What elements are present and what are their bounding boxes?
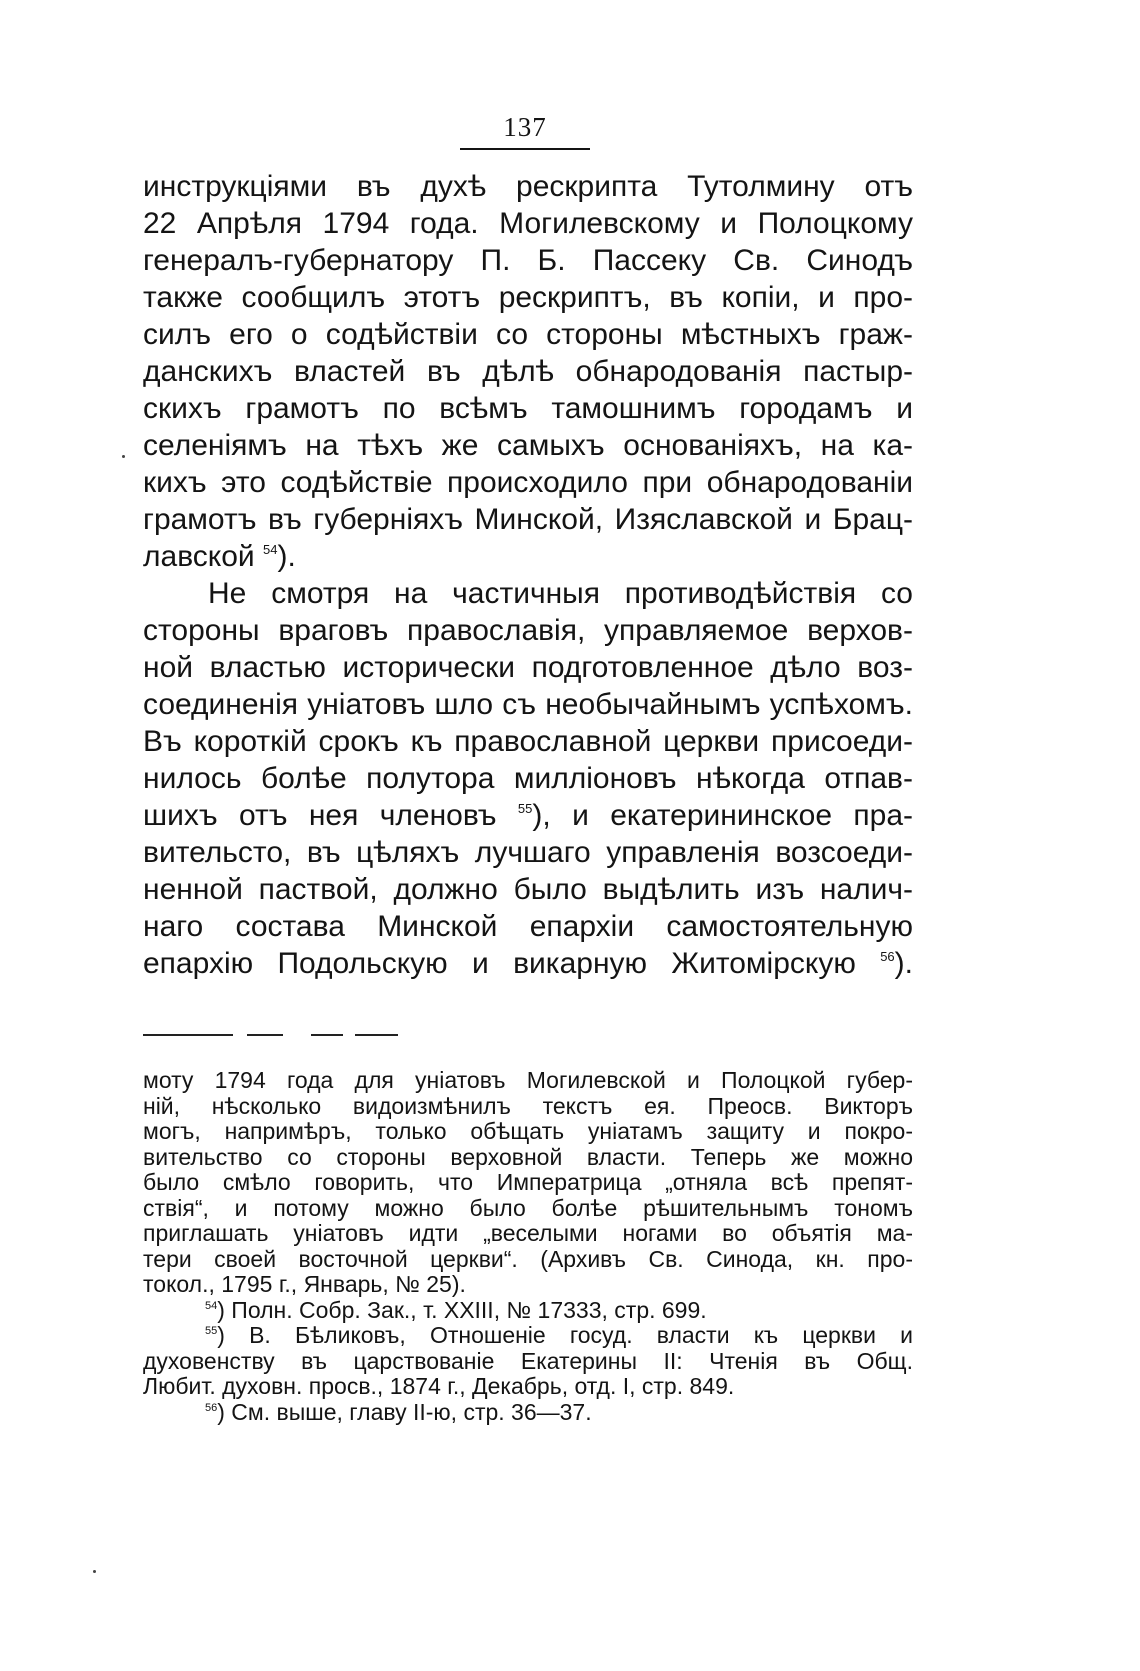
footnote-ref-54: 54 bbox=[263, 542, 278, 557]
text-line: нилось болѣе полутора милліоновъ нѣкогда отпав- bbox=[143, 762, 913, 795]
text-line: стороны враговъ православія, управляемое верхов- bbox=[143, 614, 913, 647]
footnote-line: моту 1794 года для уніатовъ Могилевской и Полоцкой губер- bbox=[143, 1068, 913, 1093]
text-line: силъ его о содѣйствіи со стороны мѣстныхъ граж- bbox=[143, 318, 913, 351]
text-line bbox=[143, 797, 913, 834]
footnote-mark-56: 56 bbox=[205, 1401, 218, 1414]
footnote-line: ній, нѣсколько видоизмѣнилъ текстъ ея. Преосв. Викторъ bbox=[143, 1093, 913, 1119]
text-line: скихъ грамотъ по всѣмъ тамошнимъ городамъ и bbox=[143, 392, 913, 425]
footnote-line: было смѣло говорить, что Императрица „отняла всѣ препят- bbox=[143, 1170, 913, 1195]
text-line: ненной паствой, должно было выдѣлить изъ налич- bbox=[143, 873, 913, 906]
text-fragment: епархію Подольскую и викарную Житомірскую bbox=[143, 947, 856, 980]
footnote-56 bbox=[143, 1400, 913, 1426]
footnote-line: вительство со стороны верховной власти. Теперь же можно bbox=[143, 1144, 913, 1170]
text-line: вительсто, въ цѣляхъ лучшаго управленія возсоеди- bbox=[143, 836, 913, 869]
text-fragment: шихъ отъ нея членовъ bbox=[143, 799, 497, 832]
text-line: грамотъ въ губерніяхъ Минской, Изяславской и Брац- bbox=[143, 503, 913, 536]
footnotes bbox=[143, 1068, 913, 1425]
footnote-mark-55: 55 bbox=[205, 1325, 218, 1337]
footnote-mark-54: 54 bbox=[205, 1299, 218, 1312]
footnote-text: ) См. выше, главу II-ю, стр. 36—37. bbox=[217, 1399, 592, 1425]
footnote-ref-56: 56 bbox=[880, 949, 895, 964]
text-line: генералъ-губернатору П. Б. Пассеку Св. Синодъ bbox=[143, 244, 913, 277]
text-line: также сообщилъ этотъ рескриптъ, въ копіи, и про- bbox=[143, 281, 913, 314]
text-line: данскихъ властей въ дѣлѣ обнародованія пастыр- bbox=[143, 355, 913, 388]
footnote-line: тери своей восточной церкви“. (Архивъ Св. Синода, кн. про- bbox=[143, 1246, 913, 1272]
footnote-55 bbox=[143, 1323, 913, 1349]
footnote-text: ) В. Бѣликовъ, Отношеніе госуд. власти къ церкви и bbox=[217, 1323, 913, 1348]
footnote-line: приглашать уніатовъ идти „веселыми ногами во объятія ма- bbox=[143, 1221, 913, 1246]
footnote-separator bbox=[143, 1034, 398, 1036]
text-fragment: ). bbox=[894, 947, 913, 980]
main-text bbox=[143, 168, 913, 982]
text-fragment: лавской bbox=[143, 540, 255, 573]
text-fragment: ). bbox=[277, 540, 296, 573]
footnote-ref-55: 55 bbox=[517, 801, 533, 816]
footnote-line: ствія“, и потому можно было болѣе рѣшительнымъ тономъ bbox=[143, 1195, 913, 1221]
footnote-54 bbox=[143, 1298, 913, 1324]
footnote-line: токол., 1795 г., Январь, № 25). bbox=[143, 1272, 466, 1297]
text-line: инструкціями въ духѣ рескрипта Тутолмину отъ bbox=[143, 170, 913, 203]
text-line: ной властью исторически подготовленное дѣло воз- bbox=[143, 651, 913, 684]
page-number: 137 bbox=[503, 112, 547, 142]
text-line: наго состава Минской епархіи самостоятельную bbox=[143, 910, 913, 943]
text-line bbox=[143, 945, 913, 982]
text-line: Не смотря на частичныя противодѣйствія со bbox=[208, 577, 913, 610]
footnote-line: могъ, напримѣръ, только обѣщать уніатамъ защиту и покро- bbox=[143, 1119, 913, 1144]
footnote-line: Любит. духовн. просв., 1874 г., Декабрь, отд. I, стр. 849. bbox=[143, 1374, 735, 1399]
text-line bbox=[143, 538, 913, 575]
text-line: 22 Апрѣля 1794 года. Могилевскому и Полоцкому bbox=[143, 207, 913, 240]
text-line: селеніямъ на тѣхъ же самыхъ основаніяхъ, на ка- bbox=[143, 429, 913, 462]
text-line: кихъ это содѣйствіе происходило при обнародованіи bbox=[143, 466, 913, 499]
text-fragment: ), и екатерининское пра- bbox=[532, 799, 913, 832]
footnote-text: ) Полн. Собр. Зак., т. XXIII, № 17333, стр. 699. bbox=[217, 1297, 707, 1323]
scan-speck bbox=[122, 455, 125, 458]
page-number-rule bbox=[460, 148, 590, 150]
text-line: соединенія уніатовъ шло съ необычайнымъ успѣхомъ. bbox=[143, 688, 913, 721]
scan-speck bbox=[93, 1570, 96, 1573]
footnote-line: духовенству въ царствованіе Екатерины II: Чтенія въ Общ. bbox=[143, 1348, 913, 1374]
text-line: Въ короткій срокъ къ православной церкви присоеди- bbox=[143, 725, 913, 758]
